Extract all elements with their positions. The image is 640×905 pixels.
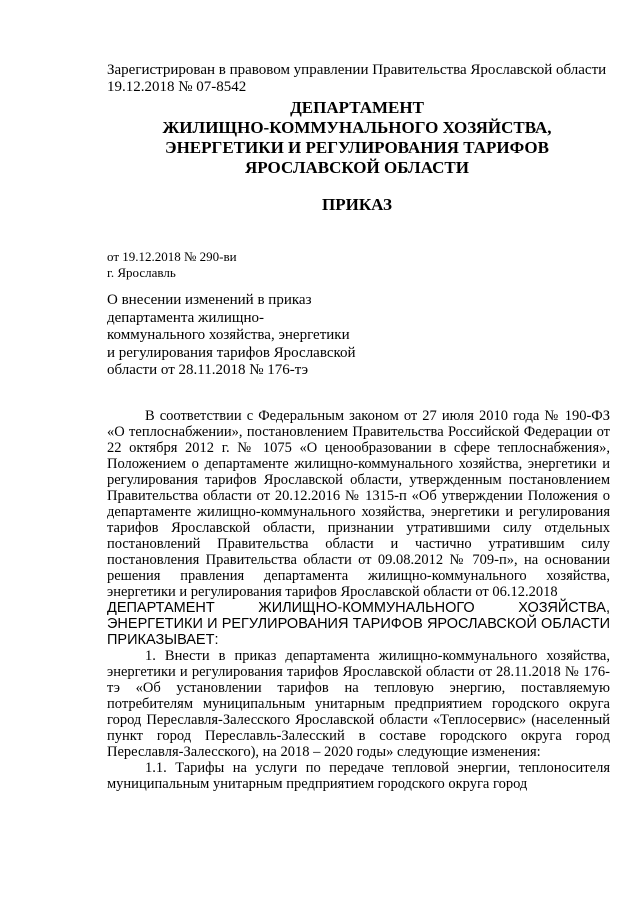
order-info <box>107 249 237 281</box>
department-line-3: ЭНЕРГЕТИКИ И РЕГУЛИРОВАНИЯ ТАРИФОВ <box>165 138 549 157</box>
department-line-4: ЯРОСЛАВСКОЙ ОБЛАСТИ <box>245 158 469 177</box>
registration-line-2: 19.12.2018 № 07-8542 <box>107 79 247 95</box>
item-1-paragraph: 1. Внести в приказ департамента жилищно-коммунального хозяйства, энергетики и регулирования тарифов Ярославской области от 28.11.2018 № 176-тэ «Об установлении тарифов на тепловую энергию, поставляемую потребителям муниципальным унитарным предприятием городского округа город Переславля-Залесского Ярославской области «Теплосервис» (населенный пункт город Переславль-Залесский в составе городского округа город Переславля-Залесского), на 2018 – 2020 годы» следующие изменения: <box>107 648 610 760</box>
document-type: ПРИКАЗ <box>322 195 392 214</box>
registration-stamp <box>107 62 617 96</box>
registration-line-1: Зарегистрирован в правовом управлении Правительства Ярославской области <box>107 62 607 78</box>
department-line-2: ЖИЛИЩНО-КОММУНАЛЬНОГО ХОЗЯЙСТВА, <box>162 118 552 137</box>
item-1-1-paragraph: 1.1. Тарифы на услуги по передаче тепловой энергии, теплоносителя муниципальным унитарным предприятием городского округа город <box>107 760 610 792</box>
order-subject: О внесении изменений в приказ департамента жилищно-коммунального хозяйства, энергетики и регулирования тарифов Ярославской области от 28.11.2018 № 176-тэ <box>107 292 356 378</box>
document-body <box>107 408 610 792</box>
department-header <box>107 98 607 178</box>
order-date: от 19.12.2018 № 290-ви <box>107 249 237 264</box>
orders-paragraph: ДЕПАРТАМЕНТ ЖИЛИЩНО-КОММУНАЛЬНОГО ХОЗЯЙСТВА, ЭНЕРГЕТИКИ И РЕГУЛИРОВАНИЯ ТАРИФОВ ЯРОСЛАВСКОЙ ОБЛАСТИ ПРИКАЗЫВАЕТ: <box>107 600 610 648</box>
order-city: г. Ярославль <box>107 265 176 280</box>
department-line-1: ДЕПАРТАМЕНТ <box>290 98 424 117</box>
preamble-paragraph: В соответствии с Федеральным законом от 27 июля 2010 года № 190-ФЗ «О теплоснабжении», постановлением Правительства Российской Федерации от 22 октября 2012 г. № 1075 «О ценообразовании в сфере теплоснабжения», Положением о департаменте жилищно-коммунального хозяйства, энергетики и регулирования тарифов Ярославской области, утвержденным постановлением Правительства области от 20.12.2016 № 1315-п «Об утверждении Положения о департаменте жилищно-коммунального хозяйства, энергетики и регулирования тарифов Ярославской области, признании утратившими силу отдельных постановлений Правительства области и частично утратившим силу постановления Правительства области от 09.08.2012 № 709-п», на основании решения правления департамента жилищно-коммунального хозяйства, энергетики и регулирования тарифов Ярославской области от 06.12.2018 <box>107 408 610 600</box>
